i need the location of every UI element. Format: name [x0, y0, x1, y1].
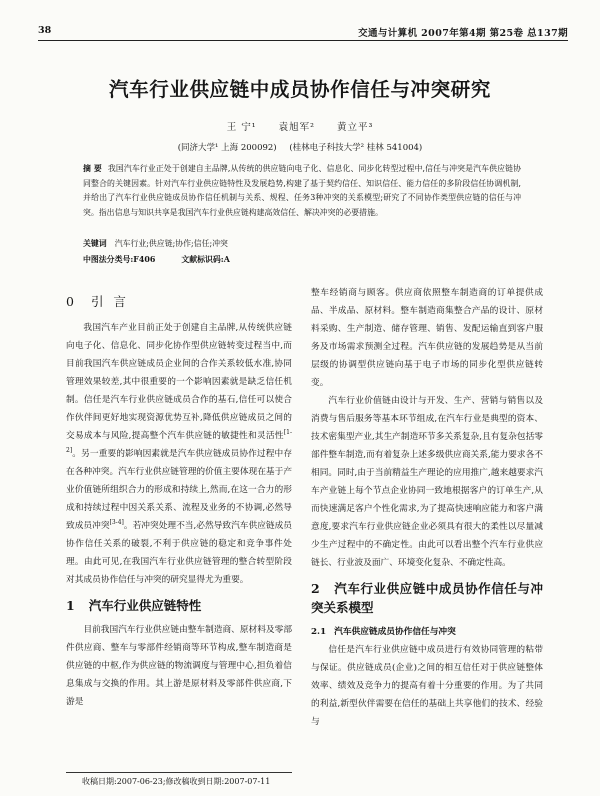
paragraph — [66, 319, 292, 589]
section-title: 引 言 — [90, 294, 129, 309]
document-code: 文献标识码:A — [181, 255, 230, 264]
clc-number: 中图法分类号:F406 — [83, 255, 156, 264]
author-list — [0, 119, 600, 133]
paper-title: 汽车行业供应链中成员协作信任与冲突研究 — [109, 78, 491, 101]
received-date-footnote — [66, 772, 292, 787]
subsection-heading — [311, 623, 543, 641]
section-number: 1 — [66, 598, 75, 613]
paragraph: 信任是汽车行业供应链中成员进行有效协同管理的粘带与保证。供应链成员(企业)之间的相互信任对于供应链整体效率、绩效及竞争力的提高有着十分重要的作用。为了共同的利益,新型伙伴需要在信任的基础上共享他们的技术、经验与 — [311, 645, 543, 727]
citation: [3-4] — [109, 519, 124, 527]
author: 袁旭军² — [278, 122, 315, 133]
author: 王 宁¹ — [226, 122, 257, 133]
section-heading — [66, 292, 292, 311]
received-date: 收稿日期:2007-06-23;修改稿收到日期:2007-07-11 — [82, 777, 271, 786]
subsection-title: 汽车供应链成员协作信任与冲突 — [334, 627, 456, 637]
keywords-label: 关键词 — [83, 239, 107, 248]
paragraph: 整车经销商与顾客。供应商依照整车制造商的订单提供成品、半成品、原材料。整车制造商集整合产品的设计、原材料采购、生产制造、储存管理、销售、发配运输直到客户服务及市场需求预测全过程。汽车供应链的发展趋势是从当前层级的协调型供应链向基于电子市场的同步化型供应链转变。 — [311, 288, 543, 388]
journal-info: 交通与计算机 2007年第4期 第25卷 总137期 — [358, 28, 568, 39]
abstract-label: 摘 要 — [83, 164, 102, 173]
keywords-text: 汽车行业;供应链;协作;信任;冲突 — [114, 239, 228, 248]
paragraph-text: 。若冲突处理不当,必然导致汽车供应链成员协作信任关系的破裂,不利于供应链的稳定和竞争事件处理。由此可见,在我国汽车行业供应链管理的整合转型阶段对其成员协作信任与冲突的研究显得尤为重要。 — [66, 521, 292, 585]
page-number: 38 — [38, 25, 52, 36]
section-number: 2 — [311, 581, 320, 596]
running-header — [38, 24, 568, 41]
affiliation-list — [0, 141, 600, 153]
classification — [83, 254, 521, 265]
abstract-text: 我国汽车行业正处于创建自主品牌,从传统的供应链向电子化、信息化、同步化转型过程中,信任与冲突是汽车供应链协同整合的关键因素。针对汽车行业供应链特性及发展趋势,构建了基于契约信任、知识信任、能力信任的多阶段信任协调机制,并给出了汽车行业供应链成员协作信任机制与关系、规程、任务3种冲突的关系模型;研究了不同协作类型供应链的信任与冲突。指出信息与知识共享是我国汽车行业供应链构建高效信任、解决冲突的必要措施。 — [83, 164, 521, 217]
section-number: 0 — [66, 294, 77, 309]
subsection-number: 2.1 — [311, 627, 327, 637]
affiliation: (桂林电子科技大学² 桂林 541004) — [289, 143, 423, 153]
section-title: 汽车行业供应链特性 — [88, 598, 202, 613]
author: 黄立平³ — [336, 122, 374, 133]
paragraph: 汽车行业价值链由设计与开发、生产、营销与销售以及消费与售后服务等基本环节组成,在汽车行业是典型的资本、技术密集型产业,其生产制造环节多关系复杂,且有复杂包括零部件整车制造,而有着复杂上述多级供应商关系,能力要求各不相同。同时,由于当前精益生产理论的应用推广,越来越要求汽车产业链上每个节点企业协同一致地根据客户的订单生产,从而快速满足客户个性化需求,为了提高快速响应能力和客户满意度,要求汽车行业供应链企业必须具有很大的柔性以尽量减少生产过程中的不确定性。由此可以看出整个汽车行业供应链长、行业波及面广、环境变化复杂、不确定性高。 — [311, 396, 543, 568]
left-column — [66, 284, 292, 711]
paragraph-text: 我国汽车产业目前正处于创建自主品牌,从传统供应链向电子化、信息化、同步化协作型供应链转变过程当中,而目前我国汽车供应链成员企业间的合作关系较低水准,协同管理效果较差,其中很重要的一个影响因素就是缺乏信任机制。信任是汽车行业供应链成员合作的基石,信任可以使合作伙伴间更好地实现资源优势互补,降低供应链成员之间的交易成本与风险,提高整个汽车供应链的敏捷性和灵活性 — [66, 323, 292, 441]
paragraph: 目前我国汽车行业供应链由整车制造商、原材料及零部件供应商、整车与零部件经销商等环节构成,整车制造商是供应链的中枢,作为供应链的物流调度与管理中心,担负着信息集成与交换的作用。其上游是原材料及零部件供应商,下游是 — [66, 625, 292, 707]
keywords — [83, 238, 521, 249]
right-column — [311, 284, 543, 731]
paragraph-text: 。另一重要的影响因素就是汽车供应链成员协作过程中存在各种冲突。汽车行业供应链管理的价值主要体现在基于产业价值链所组织合力的形成和持续上,然而,在这一合力的形成和持续过程中因关系关系、流程及业务的不协调,必然导致成员冲突 — [66, 449, 292, 531]
section-heading — [66, 596, 292, 615]
citation: [1-2] — [66, 429, 292, 455]
section-title: 汽车行业供应链中成员协作信任与冲突关系模型 — [311, 581, 543, 615]
section-heading — [311, 579, 543, 617]
abstract — [83, 162, 521, 220]
affiliation: (同济大学¹ 上海 200092) — [177, 143, 277, 153]
